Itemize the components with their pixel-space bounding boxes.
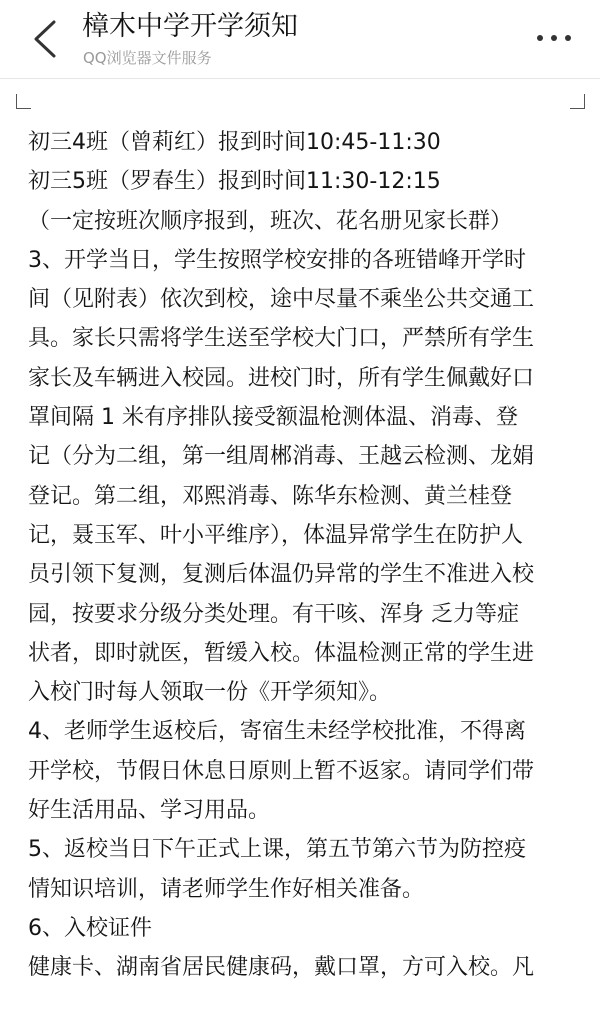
document-line: 好生活用品、学习用品。 bbox=[28, 798, 271, 824]
more-dots-icon bbox=[532, 30, 576, 46]
more-button[interactable] bbox=[532, 30, 576, 46]
document-line: 健康卡、湖南省居民健康码，戴口罩，方可入校。凡 bbox=[28, 955, 535, 981]
document-line: 初三5班（罗春生）报到时间11:30-12:15 bbox=[28, 169, 441, 195]
document-line: 间（见附表）依次到校，途中尽量不乘坐公共交通工 bbox=[28, 287, 535, 313]
document-line: 具。家长只需将学生送至学校大门口，严禁所有学生 bbox=[28, 326, 535, 352]
document-line: 初三4班（曾莉红）报到时间10:45-11:30 bbox=[28, 130, 441, 155]
document-line: 入校门时每人领取一份《开学须知》。 bbox=[28, 680, 392, 706]
document-line: （一定按班次顺序报到，班次、花名册见家长群） bbox=[28, 208, 513, 234]
document-line: 园，按要求分级分类处理。有干咳、浑身 乏力等症 bbox=[28, 601, 519, 627]
document-line: 家长及车辆进入校园。进校门时，所有学生佩戴好口 bbox=[28, 365, 535, 391]
document-line: 开学校，节假日休息日原则上暂不返家。请同学们带 bbox=[28, 758, 535, 784]
document-line: 5、返校当日下午正式上课，第五节第六节为防控疫 bbox=[28, 837, 526, 863]
page-title: 樟木中学开学须知 bbox=[82, 11, 298, 42]
back-button[interactable] bbox=[28, 20, 62, 58]
page-corner-mark-right bbox=[570, 94, 585, 109]
document-text bbox=[28, 123, 598, 988]
document-line: 3、开学当日，学生按照学校安排的各班错峰开学时 bbox=[28, 247, 526, 273]
document-line: 情知识培训，请老师学生作好相关准备。 bbox=[28, 876, 425, 902]
document-line: 记（分为二组，第一组周郴消毒、王越云检测、龙娟 bbox=[28, 444, 535, 470]
chevron-left-icon bbox=[28, 20, 62, 58]
top-bar bbox=[0, 0, 600, 79]
document-line: 记，聂玉军、叶小平维序），体温异常学生在防护人 bbox=[28, 522, 524, 548]
document-line: 员引领下复测，复测后体温仍异常的学生不准进入校 bbox=[28, 562, 535, 588]
document-line: 登记。第二组，邓熙消毒、陈华东检测、黄兰桂登 bbox=[28, 483, 513, 509]
document-line: 4、老师学生返校后，寄宿生未经学校批准，不得离 bbox=[28, 719, 526, 745]
document-viewer[interactable] bbox=[0, 78, 600, 1020]
document-line: 状者，即时就医，暂缓入校。体温检测正常的学生进 bbox=[28, 640, 535, 666]
page-corner-mark-left bbox=[16, 94, 31, 109]
page-subtitle: QQ浏览器文件服务 bbox=[83, 49, 212, 67]
document-line: 6、入校证件 bbox=[28, 915, 152, 941]
document-line: 罩间隔 1 米有序排队接受额温枪测体温、消毒、登 bbox=[28, 405, 518, 431]
